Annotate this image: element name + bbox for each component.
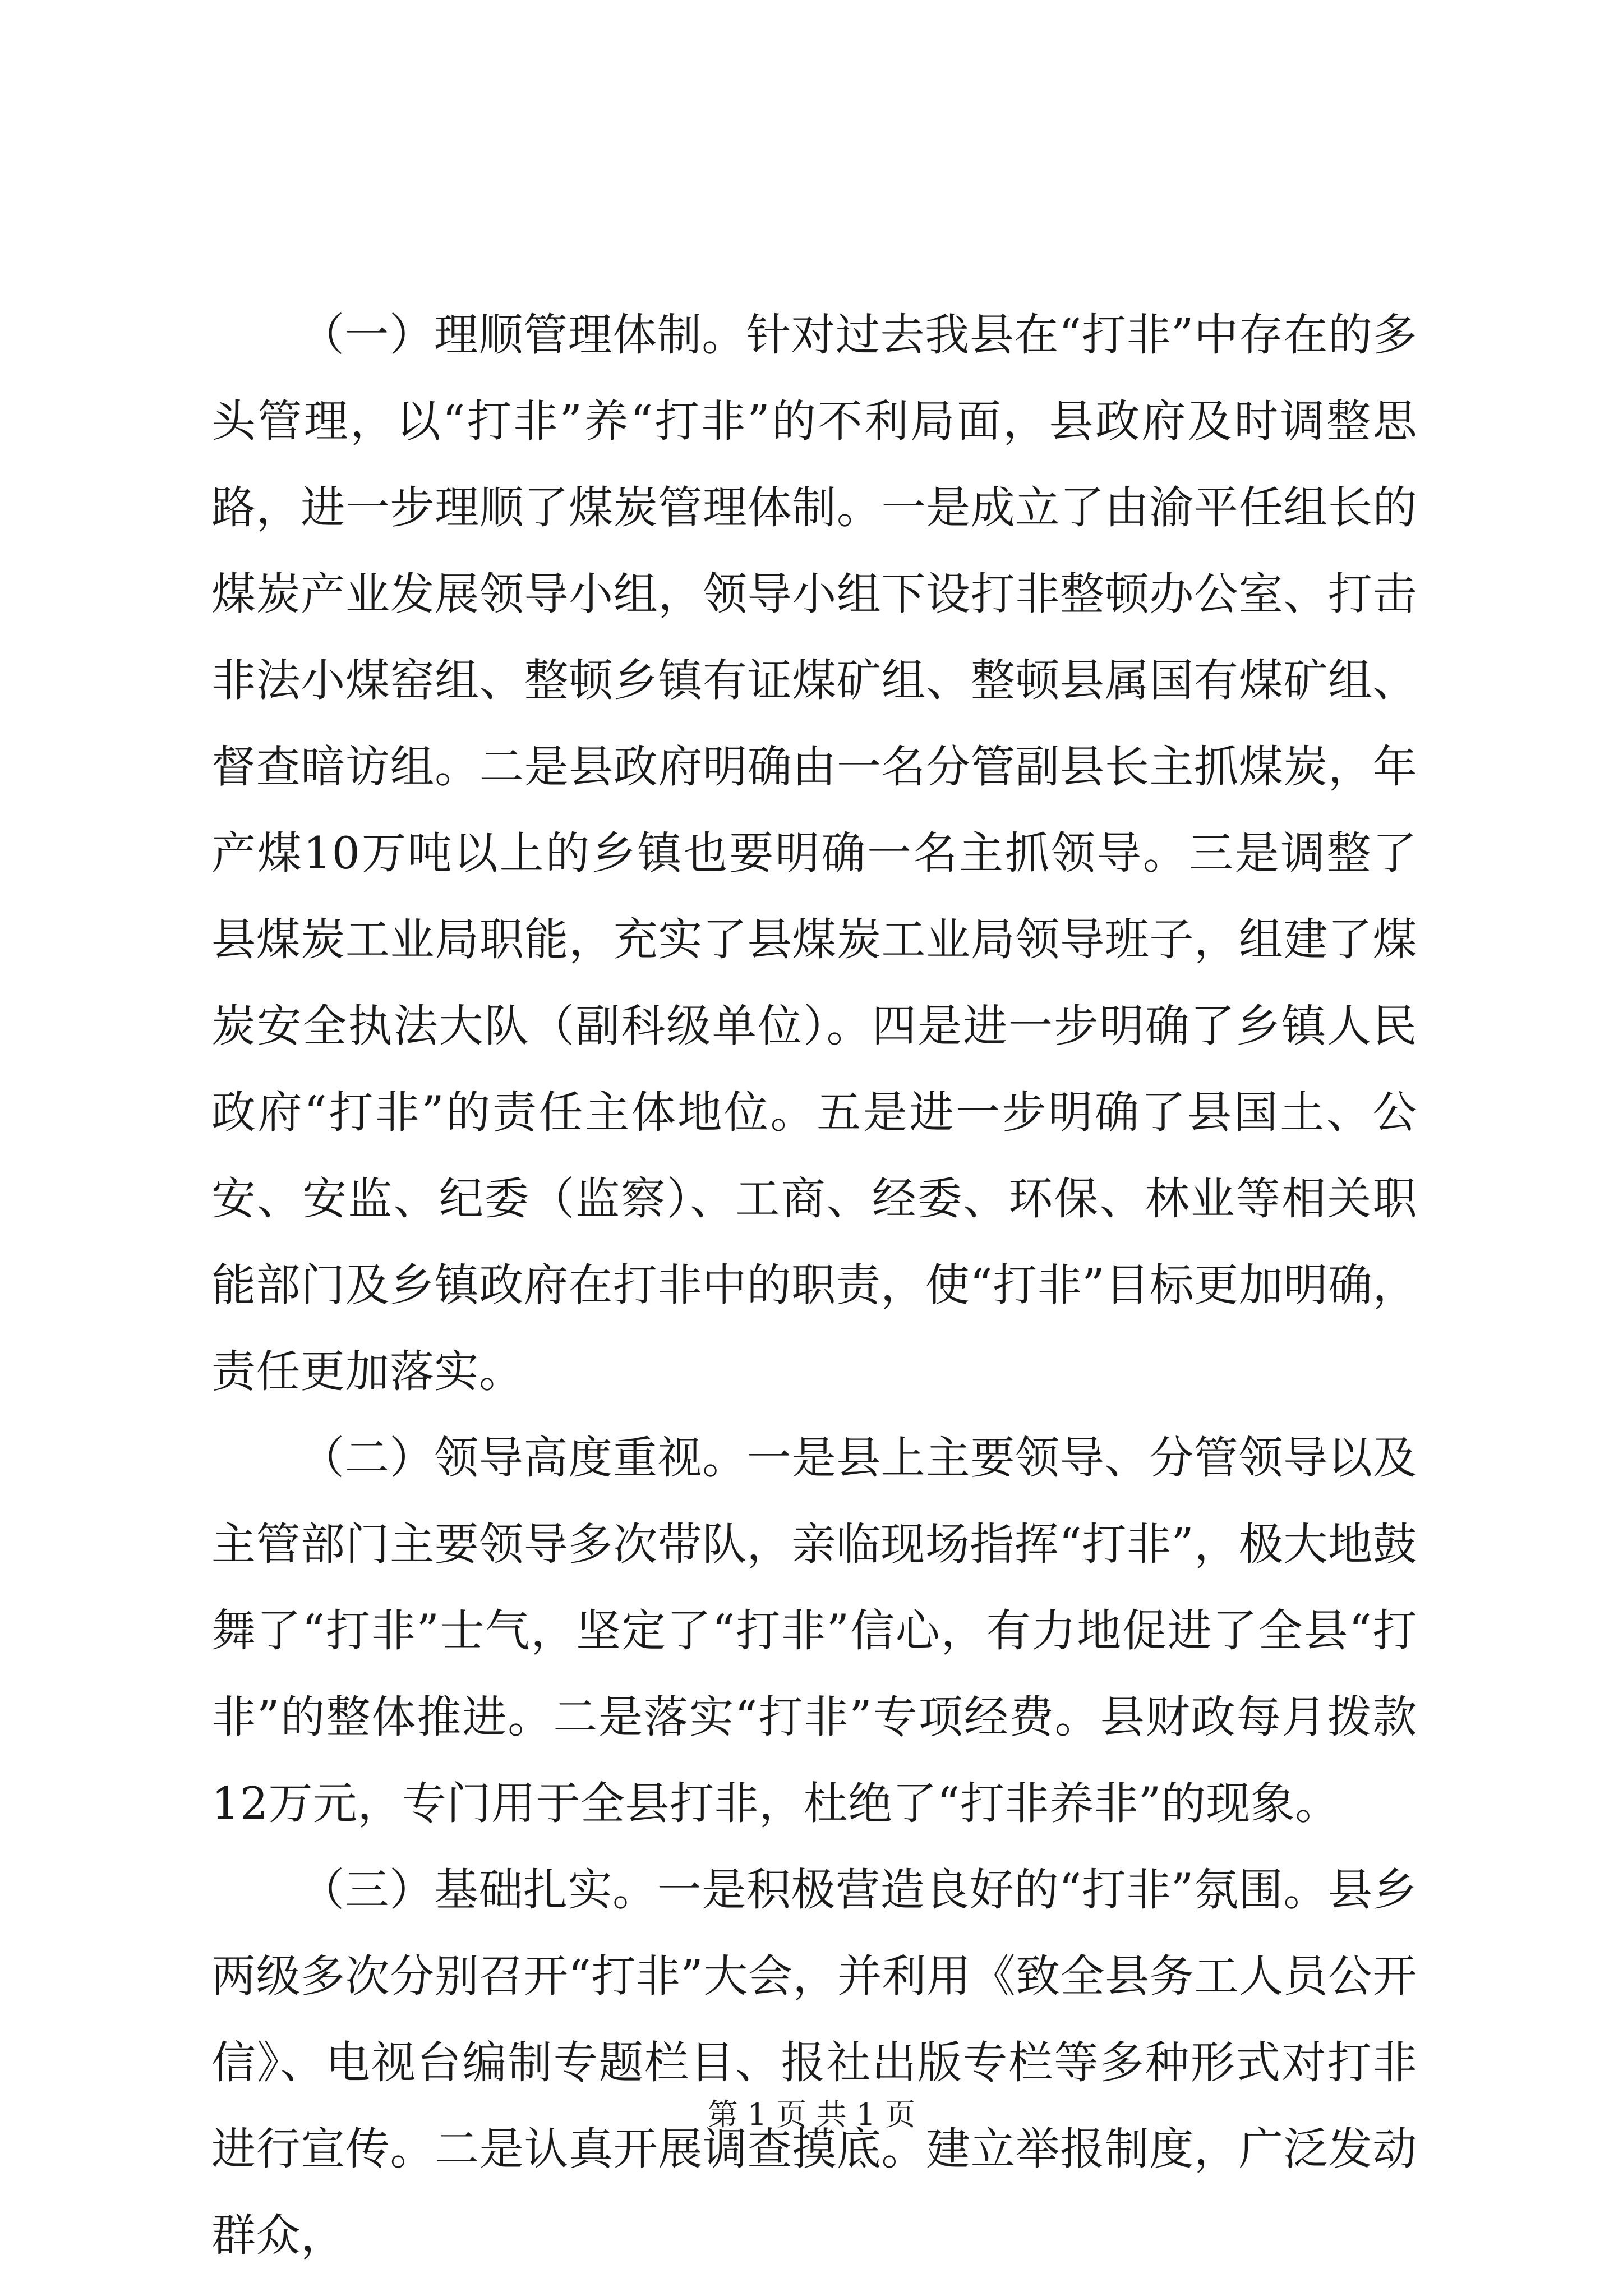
- page-footer: 第 1 页 共 1 页: [707, 2097, 916, 2132]
- paragraph-leadership: （二）领导高度重视。一是县上主要领导、分管领导以及主管部门主要领导多次带队，亲临现场指挥“打非”，极大地鼓舞了“打非”士气，坚定了“打非”信心，有力地促进了全县“打非”的整体推进。二是落实“打非”专项经费。县财政每月拨款12万元，专门用于全县打非，杜绝了“打非养非”的现象。: [211, 1432, 1417, 1829]
- document-body: [211, 292, 1417, 2279]
- paragraph-foundation: （三）基础扎实。一是积极营造良好的“打非”氛围。县乡两级多次分别召开“打非”大会，并利用《致全县务工人员公开信》、电视台编制专题栏目、报社出版专栏等多种形式对打非进行宣传。二是认真开展调查摸底。建立举报制度，广泛发动群众，: [211, 1864, 1417, 2261]
- paragraph-management-system: （一）理顺管理体制。针对过去我县在“打非”中存在的多头管理，以“打非”养“打非”的不利局面，县政府及时调整思路，进一步理顺了煤炭管理体制。一是成立了由渝平任组长的煤炭产业发展领导小组，领导小组下设打非整顿办公室、打击非法小煤窑组、整顿乡镇有证煤矿组、整顿县属国有煤矿组、督查暗访组。二是县政府明确由一名分管副县长主抓煤炭，年产煤10万吨以上的乡镇也要明确一名主抓领导。三是调整了县煤炭工业局职能，充实了县煤炭工业局领导班子，组建了煤炭安全执法大队（副科级单位）。四是进一步明确了乡镇人民政府“打非”的责任主体地位。五是进一步明确了县国土、公安、安监、纪委（监察）、工商、经委、环保、林业等相关职能部门及乡镇政府在打非中的职责，使“打非”目标更加明确，责任更加落实。: [211, 309, 1417, 1397]
